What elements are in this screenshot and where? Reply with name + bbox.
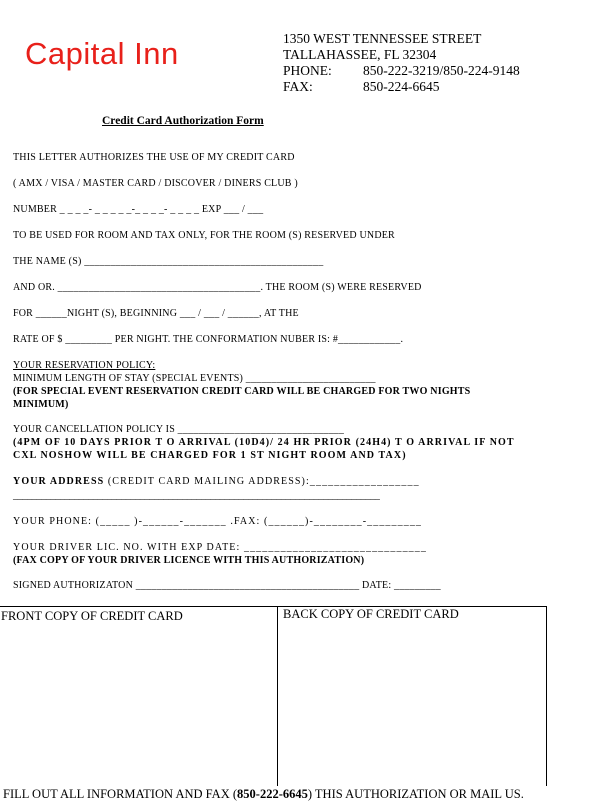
driver-license-field[interactable]: YOUR DRIVER LIC. NO. WITH EXP DATE: ______________________________ (13, 542, 427, 553)
driver-license-note: (FAX COPY OF YOUR DRIVER LICENCE WITH THIS AUTHORIZATION) (13, 555, 365, 566)
card-box-divider (277, 606, 278, 786)
brand-logo: Capital Inn (25, 36, 179, 71)
authorize-line: THIS LETTER AUTHORIZES THE USE OF MY CREDIT CARD (13, 152, 295, 163)
and-or-field[interactable]: AND OR. _______________________________________. THE ROOM (S) WERE RESERVED (13, 282, 422, 293)
footer-instruction (3, 787, 524, 802)
guest-name-field[interactable]: THE NAME (S) ______________________________________________ (13, 256, 324, 267)
footer-text-start: FILL OUT ALL INFORMATION AND FAX ( (3, 787, 238, 801)
fax-row (283, 79, 440, 95)
phone-fax-field[interactable]: YOUR PHONE: (_____ )-______-_______ .FAX: (______)-________-_________ (13, 516, 423, 527)
signature-field[interactable]: SIGNED AUTHORIZATON ___________________________________________ DATE: _________ (13, 580, 441, 591)
cancel-policy-field[interactable]: YOUR CANCELLATION POLICY IS ________________________________ (13, 424, 345, 435)
fax-value: 850-224-6645 (363, 79, 440, 94)
footer-text-end: ) THIS AUTHORIZATION OR MAIL US. (307, 787, 524, 801)
city-address: TALLAHASSEE, FL 32304 (283, 47, 437, 62)
cancel-note: (4PM OF 10 DAYS PRIOR T O ARRIVAL (10D4)/ 24 HR PRIOR (24H4) T O ARRIVAL IF NOT (13, 437, 515, 448)
address-rest: (CREDIT CARD MAILING ADDRESS):__________________ (104, 476, 420, 487)
phone-value: 850-222-3219/850-224-9148 (363, 63, 520, 78)
phone-label: PHONE: (283, 63, 332, 78)
front-copy-label: FRONT COPY OF CREDIT CARD (1, 609, 183, 623)
phone-row (283, 63, 520, 79)
street-address: 1350 WEST TENNESSEE STREET (283, 31, 482, 46)
nights-field[interactable]: FOR ______NIGHT (S), BEGINNING ___ / ___ / ______, AT THE (13, 308, 299, 319)
back-copy-label: BACK COPY OF CREDIT CARD (283, 607, 459, 621)
card-box-top-border (0, 606, 547, 607)
address-label: YOUR ADDRESS (13, 476, 105, 487)
min-stay-field[interactable]: MINIMUM LENGTH OF STAY (SPECIAL EVENTS) _________________________ (13, 373, 376, 384)
card-box-right-border (546, 606, 547, 786)
special-event-note-cont: MINIMUM) (13, 399, 69, 410)
card-number-field[interactable]: NUMBER _ _ _ _- _ _ _ _ _-_ _ _ _- _ _ _ _ EXP ___ / ___ (13, 204, 264, 215)
address-line-2[interactable]: ______________________________________________________________________________ (13, 490, 380, 501)
policy-heading: YOUR RESERVATION POLICY: (13, 360, 156, 371)
special-event-note: (FOR SPECIAL EVENT RESERVATION CREDIT CARD WILL BE CHARGED FOR TWO NIGHTS (13, 386, 471, 397)
address-field[interactable] (13, 476, 420, 487)
form-title: Credit Card Authorization Form (102, 115, 264, 127)
rate-field[interactable]: RATE OF $ _________ PER NIGHT. THE CONFORMATION NUBER IS: #____________. (13, 334, 404, 345)
footer-fax-number: 850-222-6645 (237, 787, 308, 801)
card-types-line: ( AMX / VISA / MASTER CARD / DISCOVER / DINERS CLUB ) (13, 178, 298, 189)
cancel-note-cont: CXL NOSHOW WILL BE CHARGED FOR 1 ST NIGHT ROOM AND TAX) (13, 450, 407, 461)
room-tax-line: TO BE USED FOR ROOM AND TAX ONLY, FOR THE ROOM (S) RESERVED UNDER (13, 230, 395, 241)
fax-label: FAX: (283, 79, 313, 94)
